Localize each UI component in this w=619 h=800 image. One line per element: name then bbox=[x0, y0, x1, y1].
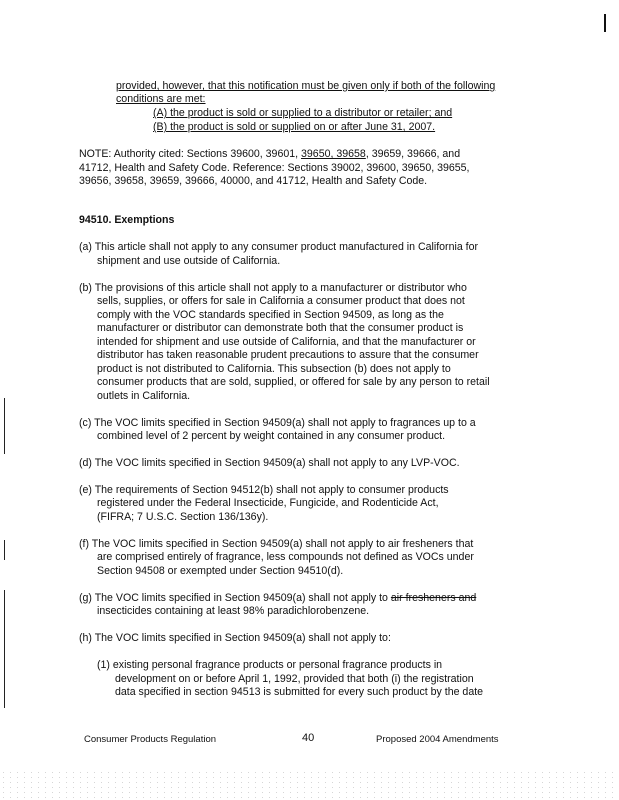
item-b: manufacturer or distributor can demonstrate both that the consumer product is bbox=[97, 322, 464, 334]
page-number: 40 bbox=[302, 732, 315, 744]
change-bar bbox=[4, 590, 5, 708]
section-heading: 94510. Exemptions bbox=[79, 214, 175, 226]
note-text: , 39659, 39666, and bbox=[365, 148, 461, 160]
item-b: intended for shipment and use outside of California, and that the manufacturer or bbox=[97, 336, 476, 348]
item-f: Section 94508 or exempted under Section 94510(d). bbox=[97, 565, 344, 577]
item-h1: (1) existing personal fragrance products or personal fragrance products in bbox=[97, 659, 443, 671]
item-g-struck-text: air fresheners and bbox=[390, 592, 477, 604]
item-a: (a) This article shall not apply to any consumer product manufactured in California for bbox=[79, 241, 479, 253]
condition-a: (A) the product is sold or supplied to a distributor or retailer; and bbox=[153, 107, 453, 119]
change-bar bbox=[4, 540, 5, 560]
item-b: sells, supplies, or offers for sale in California a consumer product that does not bbox=[97, 295, 465, 307]
margin-mark bbox=[604, 14, 606, 32]
continuation-line: provided, however, that this notification must be given only if both of the following bbox=[116, 80, 496, 92]
item-h1: data specified in section 94513 is submitted for every such product by the date bbox=[115, 686, 484, 698]
item-b: comply with the VOC standards specified in Section 94509, as long as the bbox=[97, 309, 444, 321]
condition-b: (B) the product is sold or supplied on or after June 31, 2007. bbox=[153, 121, 436, 133]
item-h1: development on or before April 1, 1992, provided that both (i) the registration bbox=[115, 673, 474, 685]
item-b: outlets in California. bbox=[97, 390, 191, 402]
note-line: 39656, 39658, 39659, 39666, 40000, and 41712, Health and Safety Code. bbox=[79, 175, 428, 187]
item-g-text: (g) The VOC limits specified in Section 94509(a) shall not apply to bbox=[79, 592, 391, 604]
note-text: NOTE: Authority cited: Sections 39600, 39601, bbox=[79, 148, 302, 160]
item-b: consumer products that are sold, supplied, or offered for sale by any person to retail bbox=[97, 376, 490, 388]
note-underlined-text: 39650, 39658 bbox=[301, 148, 366, 160]
item-c: combined level of 2 percent by weight contained in any consumer product. bbox=[97, 430, 446, 442]
footer-left: Consumer Products Regulation bbox=[84, 734, 217, 745]
item-f: (f) The VOC limits specified in Section 94509(a) shall not apply to air fresheners that bbox=[79, 538, 474, 550]
item-e: registered under the Federal Insecticide, Fungicide, and Rodenticide Act, bbox=[97, 497, 439, 509]
note-line bbox=[79, 148, 460, 162]
item-e: (FIFRA; 7 U.S.C. Section 136/136y). bbox=[97, 511, 269, 523]
note-line: 41712, Health and Safety Code. Reference: Sections 39002, 39600, 39650, 39655, bbox=[79, 162, 470, 174]
scan-noise bbox=[0, 770, 619, 800]
item-b: (b) The provisions of this article shall not apply to a manufacturer or distributor who bbox=[79, 282, 467, 294]
change-bar bbox=[4, 398, 5, 454]
item-f: are comprised entirely of fragrance, less compounds not defined as VOCs under bbox=[97, 551, 474, 563]
item-g bbox=[79, 592, 476, 606]
footer-right: Proposed 2004 Amendments bbox=[376, 734, 499, 745]
item-d: (d) The VOC limits specified in Section 94509(a) shall not apply to any LVP-VOC. bbox=[79, 457, 460, 469]
continuation-line: conditions are met: bbox=[116, 93, 206, 105]
item-e: (e) The requirements of Section 94512(b) shall not apply to consumer products bbox=[79, 484, 449, 496]
item-a: shipment and use outside of California. bbox=[97, 255, 281, 267]
item-h: (h) The VOC limits specified in Section 94509(a) shall not apply to: bbox=[79, 632, 391, 644]
item-b: product is not distributed to California. This subsection (b) does not apply to bbox=[97, 363, 451, 375]
item-g: insecticides containing at least 98% paradichlorobenzene. bbox=[97, 605, 370, 617]
item-b: distributor has taken reasonable prudent precautions to assure that the consumer bbox=[97, 349, 479, 361]
item-c: (c) The VOC limits specified in Section 94509(a) shall not apply to fragrances up to a bbox=[79, 417, 476, 429]
